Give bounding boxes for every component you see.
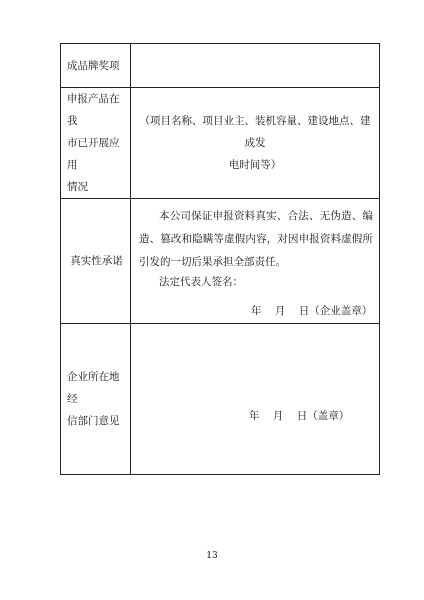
award-value-cell [131,44,380,88]
promise-row [61,199,380,324]
opinion-label-cell [61,324,131,475]
application-hint-line1: （项目名称、项目业主、装机容量、建设地点、建成发 [139,115,371,149]
application-label-line3: 情况 [67,181,88,193]
opinion-date-seal-line: 年 月 日（盖章） [249,410,350,422]
page-number: 13 [206,551,218,561]
promise-statement: 本公司保证申报资料真实、合法、无伪造、编造、篡改和隐瞒等虚假内容，对因申报资料虚假所引发的一切后果承担全部责任。 [139,210,373,268]
award-label: 成品牌奖项 [67,59,120,72]
application-value-cell [131,88,380,199]
application-hint-line2: 电时间等） [228,159,282,171]
promise-label-cell [61,199,131,324]
promise-value-cell [131,199,380,324]
application-row [61,88,380,199]
opinion-label-line1: 企业所在地经 [67,371,120,405]
application-form-table [60,43,380,475]
application-label-cell [61,88,131,199]
promise-label: 真实性承诺 [70,255,123,267]
opinion-label-line2: 信部门意见 [67,415,120,427]
award-label-cell [61,44,131,88]
award-row [61,44,380,88]
application-label-line2: 市已开展应用 [67,137,120,171]
opinion-row [61,324,380,475]
promise-date-seal-line: 年 月 日（企业盖章） [251,305,373,317]
application-label-line1: 申报产品在我 [67,93,120,127]
legal-representative-signature-label: 法定代表人签名： [159,276,243,288]
opinion-value-cell [131,324,380,475]
